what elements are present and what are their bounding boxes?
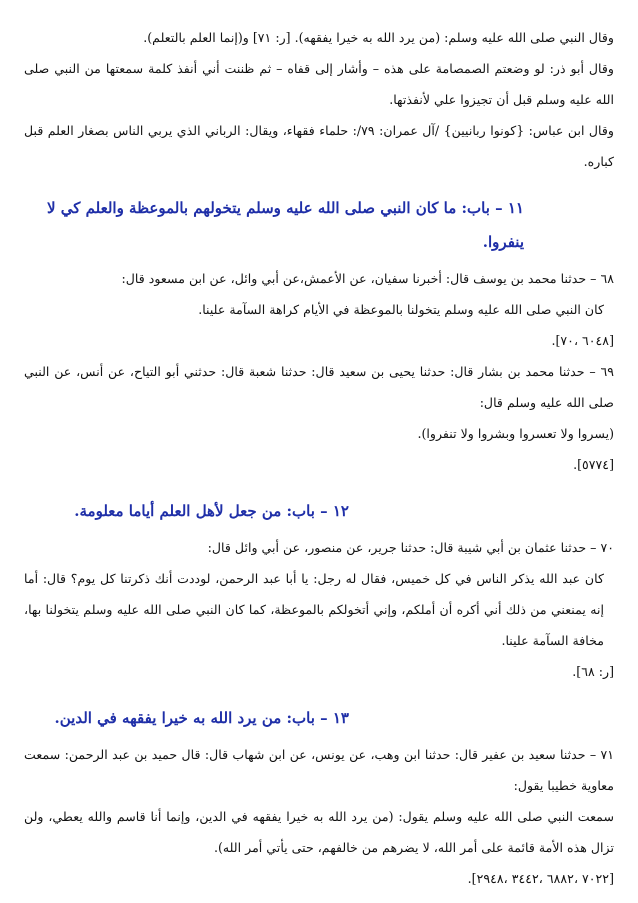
chapter-11-heading bbox=[24, 191, 614, 259]
chapter-13-number: ١٣ – باب: bbox=[286, 709, 349, 727]
chapter-11-title: ما كان النبي صلى الله عليه وسلم يتخولهم بالموعظة والعلم كي لا ينفروا. bbox=[47, 199, 524, 251]
hadith-70-isnad: ٧٠ – حدثنا عثمان بن أبي شيبة قال: حدثنا جرير، عن منصور، عن أبي وائل قال: bbox=[207, 540, 614, 555]
hadith-68-refs: [٦٠٤٨ ،٧٠]. bbox=[551, 333, 614, 348]
hadith-68-isnad: ٦٨ – حدثنا محمد بن يوسف قال: أخبرنا سفيان، عن الأعمش،عن أبي وائل، عن ابن مسعود قال: bbox=[121, 271, 614, 286]
chapter-12-heading bbox=[24, 494, 614, 528]
chapter-13-heading bbox=[24, 701, 614, 735]
hadith-68-matn: كان النبي صلى الله عليه وسلم يتخولنا بالموعظة في الأيام كراهة السآمة علينا. bbox=[198, 302, 604, 317]
hadith-70-matn: كان عبد الله يذكر الناس في كل خميس، فقال له رجل: يا أبا عبد الرحمن، لوددت أنك ذكرتنا كل يوم؟ قال: أما إنه يمنعني من ذلك أني أكره أن أملكم، وإني أتخولكم بالموعظة، كما كان النبي صلى الله عليه وسلم يتخولنا بها، مخافة السآمة علينا. bbox=[24, 571, 604, 648]
hadith-71-matn: سمعت النبي صلى الله عليه وسلم يقول: (من يرد الله به خيرا يفقهه في الدين، وإنما أنا قاسم والله يعطي، ولن تزال هذه الأمة قائمة على أمر الله، لا يضرهم من خالفهم، حتى يأتي أمر الله). bbox=[24, 809, 615, 855]
chapter-13-title: من يرد الله به خيرا يفقهه في الدين. bbox=[54, 709, 282, 727]
chapter-11-number: ١١ – باب: bbox=[461, 199, 524, 217]
hadith-71-refs: [٧٠٢٢ ،٦٨٨٢ ،٣٤٤٢ ،٢٩٤٨]. bbox=[467, 871, 614, 886]
document-page bbox=[24, 22, 614, 894]
intro-paragraph-ibn-abbas: وقال ابن عباس: {كونوا ربانيين} /آل عمران: ٧٩/: حلماء فقهاء، ويقال: الرباني الذي يربي الناس بصغار العلم قبل كباره. bbox=[24, 123, 615, 169]
hadith-70-refs: [ر: ٦٨]. bbox=[572, 664, 614, 679]
hadith-69-refs: [٥٧٧٤]. bbox=[573, 457, 614, 472]
chapter-12-number: ١٢ – باب: bbox=[286, 502, 349, 520]
intro-paragraph-hadith-quote: وقال النبي صلى الله عليه وسلم: (من يرد الله به خيرا يفقهه). [ر: ٧١] و(إنما العلم بالتعلم). bbox=[143, 30, 614, 45]
intro-paragraph-abu-dharr: وقال أبو ذر: لو وضعتم الصمصامة على هذه – وأشار إلى قفاه – ثم ظننت أني أنفذ كلمة سمعتها من النبي صلى الله عليه وسلم قبل أن تجيزوا علي لأنفذتها. bbox=[24, 61, 614, 107]
hadith-69-isnad: ٦٩ – حدثنا محمد بن بشار قال: حدثنا يحيى بن سعيد قال: حدثنا شعبة قال: حدثني أبو التياح، عن أنس، عن النبي صلى الله عليه وسلم قال: bbox=[24, 364, 614, 410]
hadith-71-isnad: ٧١ – حدثنا سعيد بن عفير قال: حدثنا ابن وهب، عن يونس، عن ابن شهاب قال: قال حميد بن عبد الرحمن: سمعت معاوية خطيبا يقول: bbox=[24, 747, 614, 793]
chapter-12-title: من جعل لأهل العلم أياما معلومة. bbox=[74, 502, 282, 520]
hadith-69-matn: (يسروا ولا تعسروا وبشروا ولا تنفروا). bbox=[417, 426, 614, 441]
